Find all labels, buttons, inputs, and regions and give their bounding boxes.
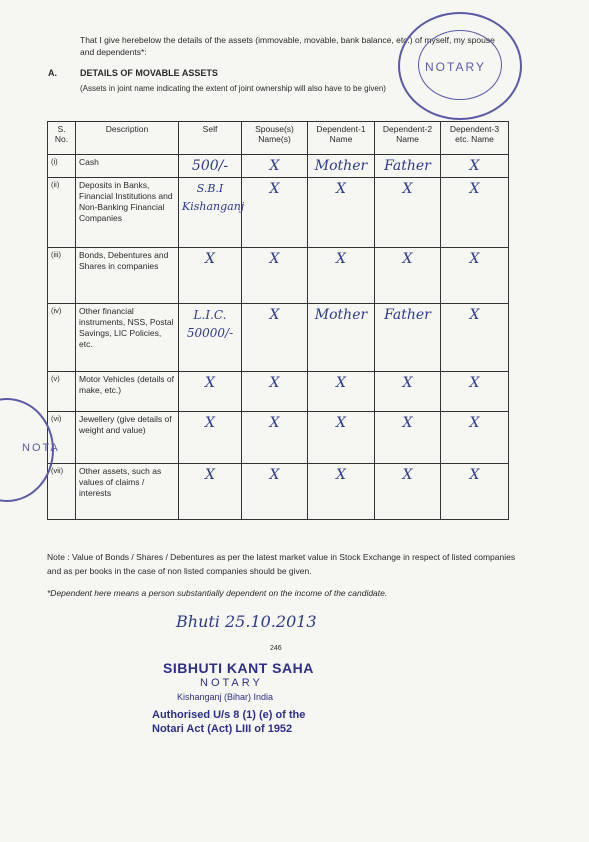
notary-act: Notari Act (Act) LIII of 1952 — [152, 723, 293, 735]
row-self: X — [179, 372, 242, 412]
row-sno: (iv) — [48, 304, 76, 372]
row-dependent-1: Mother — [308, 155, 375, 178]
row-dependent-3: X — [441, 304, 509, 372]
row-dependent-1: X — [308, 412, 375, 464]
header-dependent-3: Dependent-3 etc. Name — [441, 122, 509, 155]
row-dependent-3: X — [441, 178, 509, 248]
row-description: Other financial instruments, NSS, Postal Savings, LIC Policies, etc. — [76, 304, 179, 372]
row-dependent-2: Father — [375, 155, 441, 178]
row-dependent-2: X — [375, 412, 441, 464]
table-row — [48, 248, 509, 304]
row-dependent-3: X — [441, 248, 509, 304]
section-title: DETAILS OF MOVABLE ASSETS — [80, 68, 218, 78]
stamp-number: 246 — [270, 645, 282, 652]
row-dependent-2: X — [375, 464, 441, 520]
section-letter: A. — [48, 68, 57, 78]
row-sno: (vi) — [48, 412, 76, 464]
row-sno: (iii) — [48, 248, 76, 304]
seal-right-center: NOTARY — [425, 60, 486, 74]
row-dependent-3: X — [441, 372, 509, 412]
row-sno: (vii) — [48, 464, 76, 520]
table-row — [48, 372, 509, 412]
row-spouse: X — [242, 178, 308, 248]
notary-seal-right — [398, 12, 522, 120]
row-description: Cash — [76, 155, 179, 178]
section-subtitle: (Assets in joint name indicating the extent of joint ownership will also have to be given) — [80, 84, 386, 93]
row-spouse: X — [242, 372, 308, 412]
notary-place: Kishanganj (Bihar) India — [177, 692, 274, 702]
handwritten-signature: Bhuti 25.10.2013 — [176, 612, 317, 631]
row-spouse: X — [242, 464, 308, 520]
notary-title: NOTARY — [200, 677, 263, 689]
row-description: Jewellery (give details of weight and value) — [76, 412, 179, 464]
table-row — [48, 155, 509, 178]
valuation-note: Note : Value of Bonds / Shares / Debentures as per the latest market value in Stock Exchange in respect of listed companies and as per books in the case of non listed companies should be given. — [47, 552, 516, 576]
row-dependent-1: X — [308, 248, 375, 304]
row-sno: (ii) — [48, 178, 76, 248]
table-row — [48, 412, 509, 464]
row-dependent-3: X — [441, 412, 509, 464]
row-self: L.I.C. 50000/- — [179, 304, 242, 372]
notary-name: SIBHUTI KANT SAHA — [163, 660, 314, 676]
row-self: X — [179, 464, 242, 520]
table-row — [48, 178, 509, 248]
row-description: Deposits in Banks, Financial Institutions and Non-Banking Financial Companies — [76, 178, 179, 248]
header-description: Description — [76, 122, 179, 155]
dependent-note: *Dependent here means a person substantially dependent on the income of the candidate. — [47, 588, 388, 598]
row-dependent-2: X — [375, 372, 441, 412]
header-self: Self — [179, 122, 242, 155]
header-dependent-2: Dependent-2 Name — [375, 122, 441, 155]
movable-assets-table — [47, 121, 509, 520]
row-self: X — [179, 248, 242, 304]
row-dependent-1: X — [308, 372, 375, 412]
row-spouse: X — [242, 155, 308, 178]
table-row — [48, 464, 509, 520]
row-dependent-1: X — [308, 178, 375, 248]
row-dependent-3: X — [441, 155, 509, 178]
header-spouse: Spouse(s) Name(s) — [242, 122, 308, 155]
table-header-row — [48, 122, 509, 155]
intro-text: That I give herebelow the details of the assets (immovable, movable, bank balance, etc.) of myself, my spouse and dependents*: — [80, 35, 495, 57]
row-spouse: X — [242, 304, 308, 372]
row-description: Other assets, such as values of claims / interests — [76, 464, 179, 520]
row-dependent-2: X — [375, 178, 441, 248]
row-sno: (v) — [48, 372, 76, 412]
header-sno: S. No. — [48, 122, 76, 155]
row-spouse: X — [242, 248, 308, 304]
row-dependent-1: X — [308, 464, 375, 520]
row-self: S.B.I Kishanganj — [179, 178, 242, 248]
seal-left-center: NOTA — [22, 442, 60, 454]
table-row — [48, 304, 509, 372]
row-dependent-2: Father — [375, 304, 441, 372]
row-self: 500/- — [179, 155, 242, 178]
row-dependent-2: X — [375, 248, 441, 304]
notary-authority: Authorised U/s 8 (1) (e) of the — [152, 709, 306, 721]
row-description: Bonds, Debentures and Shares in companies — [76, 248, 179, 304]
row-description: Motor Vehicles (details of make, etc.) — [76, 372, 179, 412]
row-self: X — [179, 412, 242, 464]
row-dependent-3: X — [441, 464, 509, 520]
header-dependent-1: Dependent-1 Name — [308, 122, 375, 155]
row-spouse: X — [242, 412, 308, 464]
row-dependent-1: Mother — [308, 304, 375, 372]
row-sno: (i) — [48, 155, 76, 178]
